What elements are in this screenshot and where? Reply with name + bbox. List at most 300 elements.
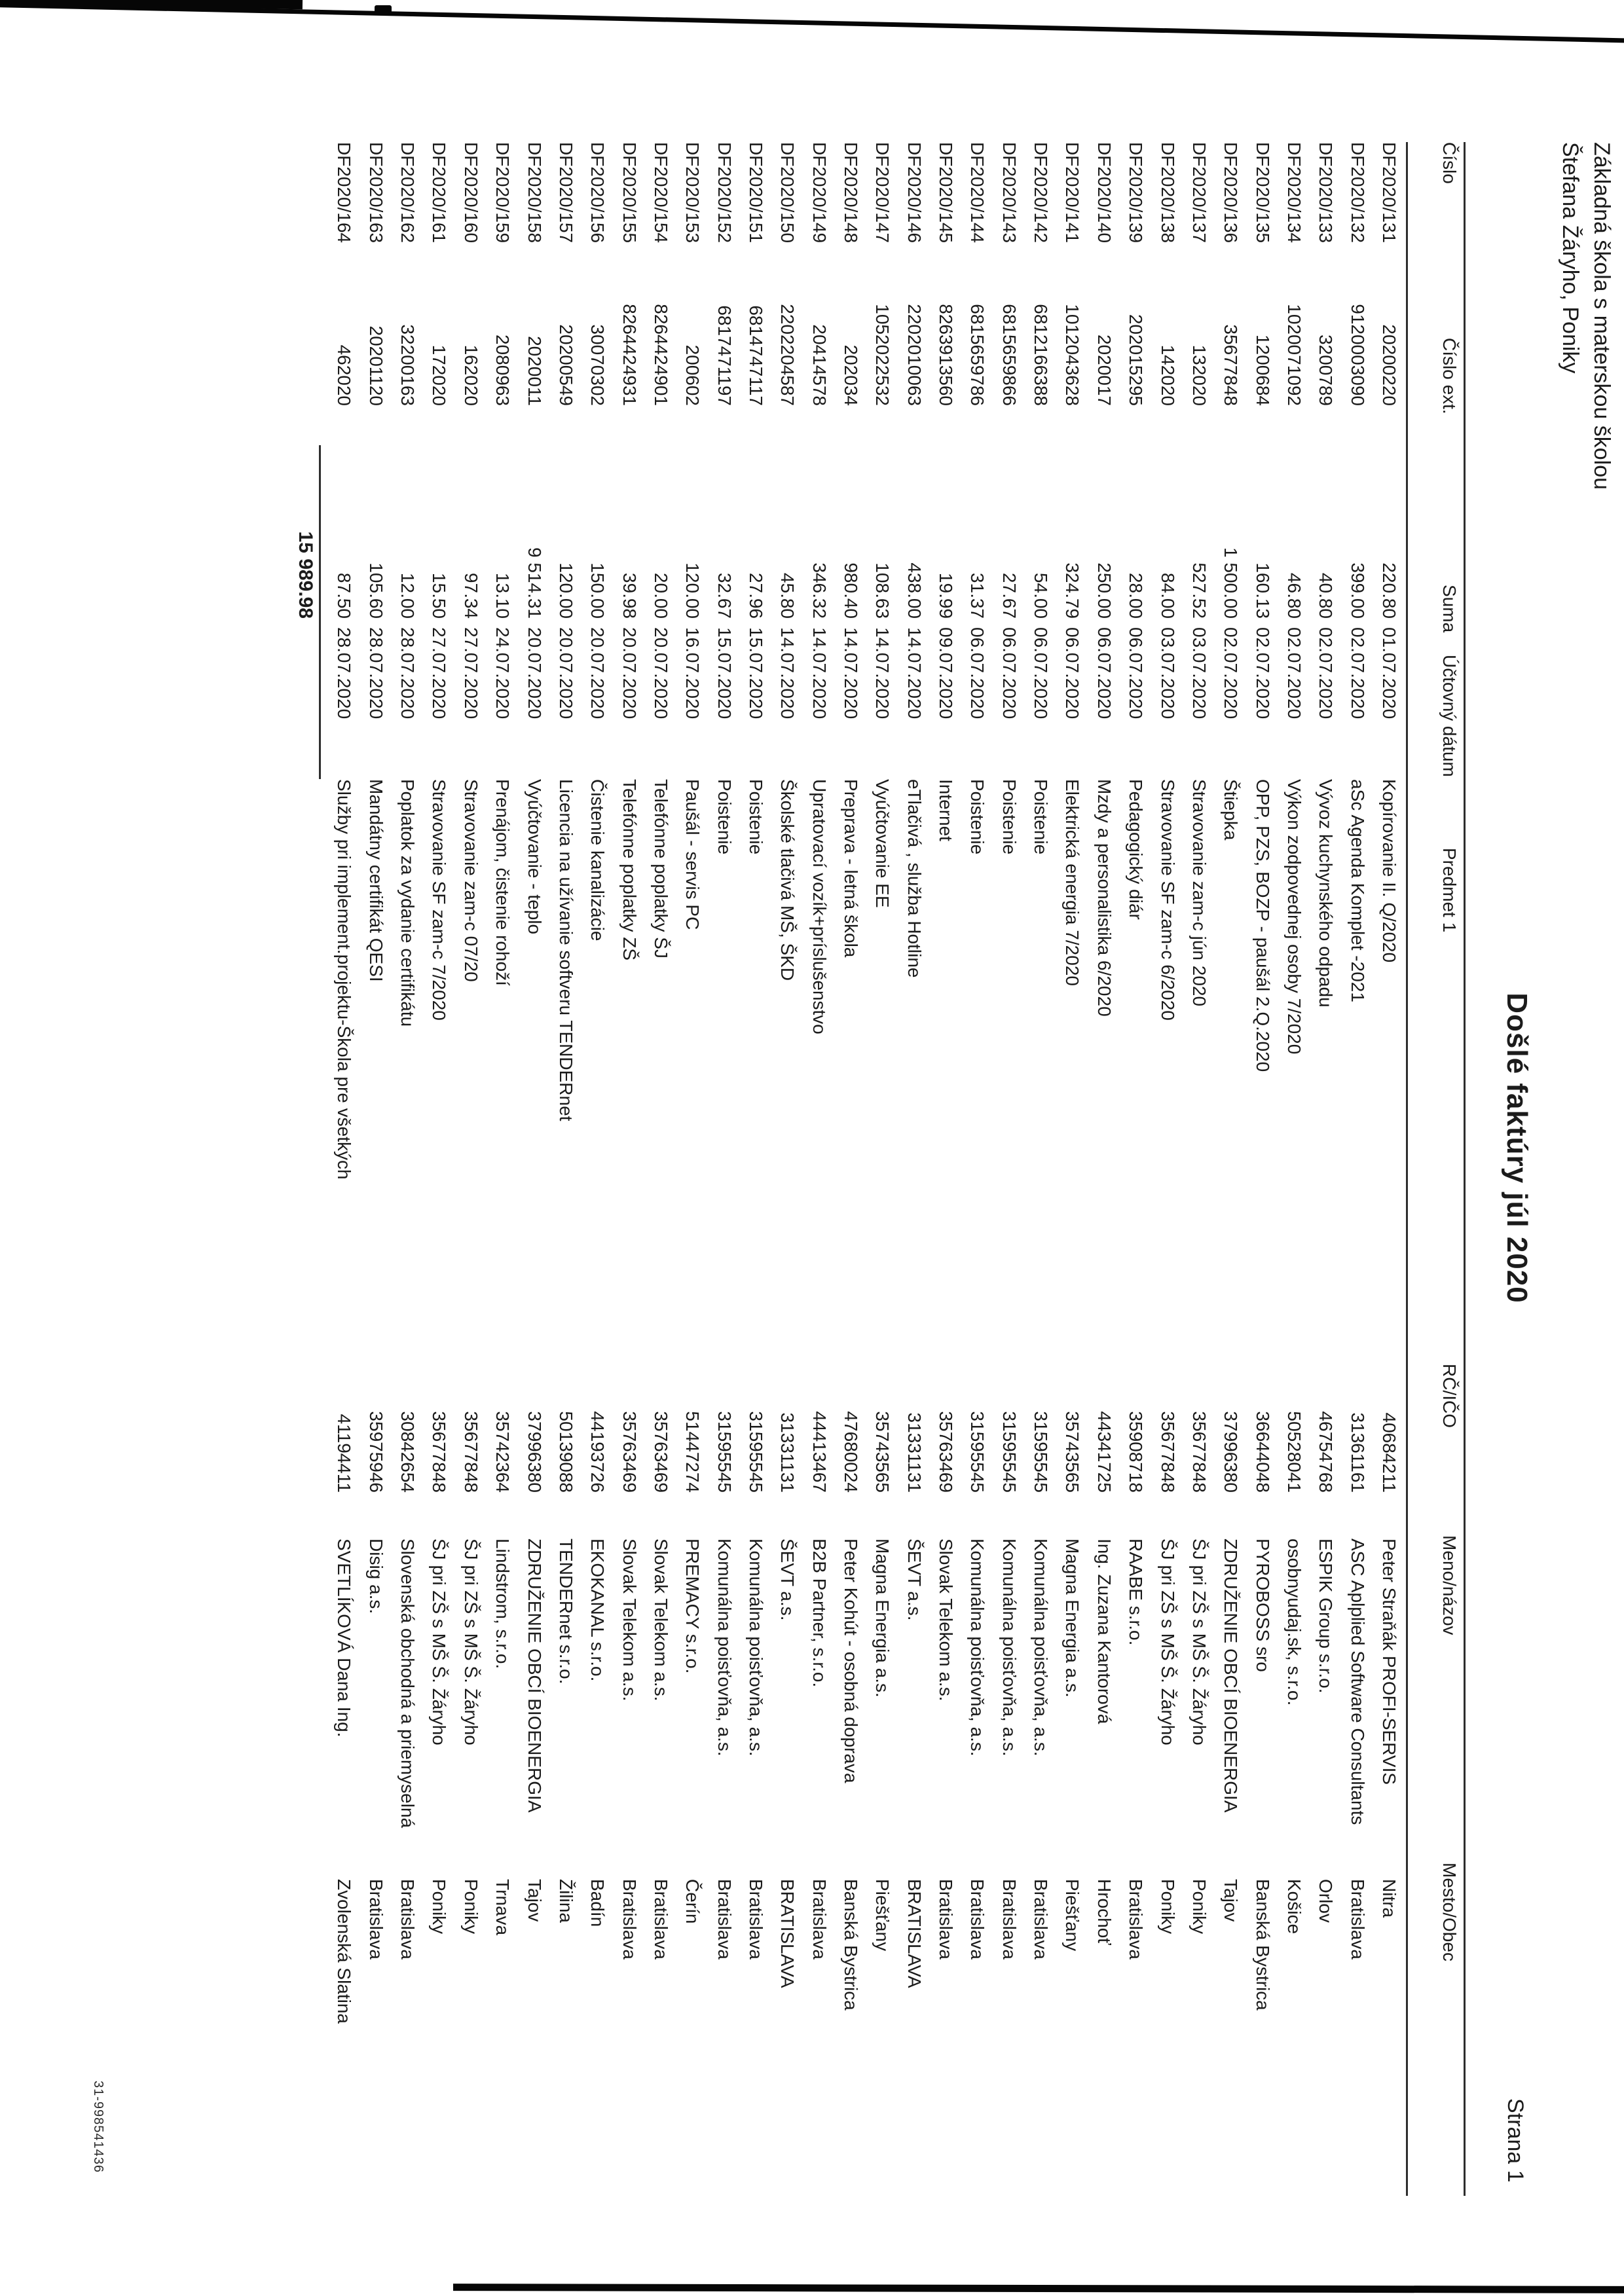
cell-city: Poniky (1189, 1879, 1209, 1935)
cell-external-number: 35677848 (1221, 324, 1241, 406)
cell-external-number: 200602 (682, 344, 703, 406)
cell-supplier-name: SVETLÍKOVÁ Dana Ing. (334, 1539, 354, 1738)
cell-city: Trnava (492, 1879, 513, 1936)
cell-invoice-number: DF2020/155 (619, 142, 640, 244)
cell-amount: 160.13 (1253, 562, 1273, 619)
cell-amount: 20.00 (651, 572, 671, 619)
cell-external-number: 20200220 (1379, 324, 1399, 406)
cell-supplier-name: Slovak Telekom a.s. (936, 1539, 956, 1702)
cell-amount: 1 500.00 (1221, 547, 1241, 619)
cell-amount: 54.00 (1031, 572, 1051, 619)
cell-subject: Paušál - servis PC (682, 779, 703, 930)
cell-external-number: 2202204587 (777, 304, 798, 406)
cell-accounting-date: 20.07.2020 (651, 627, 671, 720)
cell-external-number: 3200789 (1316, 334, 1336, 406)
cell-amount: 45.80 (777, 572, 798, 619)
cell-accounting-date: 20.07.2020 (525, 627, 545, 720)
school-name-line1: Základná škola s materskou školou (1589, 142, 1614, 490)
cell-invoice-number: DF2020/150 (777, 142, 798, 244)
cell-invoice-number: DF2020/153 (682, 142, 703, 244)
cell-company-id: 35908718 (1126, 1411, 1146, 1493)
cell-city: Bratislava (936, 1879, 956, 1959)
cell-company-id: 35743565 (872, 1411, 893, 1493)
cell-amount: 120.00 (556, 562, 576, 619)
table-row (1114, 0, 1145, 2296)
total-suma-value: 15 989.98 (295, 531, 316, 619)
column-header-meno-nazov: Meno/názov (1439, 1535, 1460, 1635)
table-row (608, 0, 639, 2296)
table-row (1241, 0, 1272, 2296)
scan-artifact-top-dot (375, 5, 392, 13)
cell-amount: 324.79 (1062, 562, 1082, 619)
cell-accounting-date: 02.07.2020 (1221, 627, 1241, 720)
table-row (1272, 0, 1304, 2296)
cell-subject: Stravovanie SF zam-c 6/2020 (1158, 779, 1178, 1021)
cell-company-id: 50528041 (1284, 1411, 1304, 1493)
column-header-ico: RČ/IČO (1439, 1364, 1460, 1428)
cell-subject: Telefónne poplatky ŠJ (651, 779, 671, 958)
cell-subject: Čistenie kanalizácie (587, 779, 608, 941)
cell-accounting-date: 24.07.2020 (492, 627, 513, 720)
cell-external-number: 202034 (841, 344, 861, 406)
cell-amount: 399.00 (1348, 562, 1368, 619)
cell-amount: 250.00 (1094, 562, 1115, 619)
table-row (417, 0, 449, 2296)
cell-supplier-name: Komunálna poisťovňa, a.s. (746, 1539, 766, 1757)
cell-city: BRATISLAVA (777, 1879, 798, 1988)
cell-invoice-number: DF2020/137 (1189, 142, 1209, 244)
cell-amount: 40.80 (1316, 572, 1336, 619)
cell-amount: 220.80 (1379, 562, 1399, 619)
cell-amount: 97.34 (461, 572, 481, 619)
cell-city: Bratislava (1348, 1879, 1368, 1959)
cell-invoice-number: DF2020/156 (587, 142, 608, 244)
cell-city: Tajov (525, 1879, 545, 1922)
table-row (987, 0, 1019, 2296)
table-row (1367, 0, 1399, 2296)
cell-accounting-date: 06.07.2020 (999, 627, 1020, 720)
cell-invoice-number: DF2020/157 (556, 142, 576, 244)
cell-amount: 27.67 (999, 572, 1020, 619)
cell-external-number: 32200163 (397, 324, 418, 406)
cell-company-id: 31595545 (714, 1411, 735, 1493)
cell-accounting-date: 14.07.2020 (777, 627, 798, 720)
cell-subject: Poistenie (714, 779, 735, 855)
table-row (798, 0, 829, 2296)
cell-company-id: 46754768 (1316, 1411, 1336, 1493)
cell-accounting-date: 20.07.2020 (587, 627, 608, 720)
cell-external-number: 1200684 (1253, 334, 1273, 406)
cell-city: Tajov (1221, 1879, 1241, 1922)
cell-supplier-name: Disig a.s. (366, 1539, 386, 1614)
cell-subject: Stravovanie zam-c 07/20 (461, 779, 481, 982)
table-row (703, 0, 734, 2296)
column-header-cislo: Číslo (1439, 142, 1460, 184)
cell-company-id: 31361161 (1348, 1412, 1368, 1493)
cell-invoice-number: DF2020/131 (1379, 142, 1399, 244)
cell-amount: 9 514.31 (525, 547, 545, 619)
edge-print-code: 31-998541436 (91, 2081, 105, 2174)
cell-company-id: 41194411 (334, 1413, 354, 1493)
cell-supplier-name: RAABE s.r.o. (1126, 1539, 1146, 1646)
cell-subject: Stravovanie SF zam-c 7/2020 (429, 779, 449, 1021)
cell-subject: Vyúčtovanie - teplo (525, 779, 545, 935)
cell-supplier-name: ŠEVT a.s. (904, 1539, 925, 1621)
table-row (639, 0, 671, 2296)
cell-invoice-number: DF2020/143 (999, 142, 1020, 244)
cell-external-number: 9120003090 (1348, 304, 1368, 406)
column-header-cislo-ext: Číslo ext. (1439, 338, 1460, 414)
table-row (576, 0, 607, 2296)
cell-city: Bratislava (619, 1879, 640, 1959)
cell-subject: Internet (936, 779, 956, 841)
cell-external-number: 20414578 (809, 324, 830, 406)
cell-subject: OPP, PZS, BOZP - paušál 2.Q.2020 (1253, 779, 1273, 1072)
cell-supplier-name: Ing. Zuzana Kantorová (1094, 1539, 1115, 1724)
cell-amount: 105.60 (366, 562, 386, 619)
column-header-predmet: Predmet 1 (1439, 848, 1460, 933)
table-row (924, 0, 955, 2296)
cell-city: Poniky (429, 1879, 449, 1935)
cell-supplier-name: Komunálna poisťovňa, a.s. (967, 1539, 987, 1757)
cell-subject: aSc Agenda Komplet -2021 (1348, 779, 1368, 1002)
cell-company-id: 35677848 (1158, 1411, 1178, 1493)
cell-accounting-date: 02.07.2020 (1253, 627, 1273, 720)
cell-accounting-date: 06.07.2020 (1094, 627, 1115, 720)
cell-external-number: 2020017 (1094, 334, 1115, 406)
cell-supplier-name: ESPIK Group s.r.o. (1316, 1539, 1336, 1694)
cell-supplier-name: Magna Energia a.s. (1062, 1539, 1082, 1698)
cell-supplier-name: ŠJ pri ZŠ s MŠ Š. Žáryho (461, 1539, 481, 1745)
cell-city: Bratislava (397, 1879, 418, 1959)
cell-supplier-name: PREMACY s.r.o. (682, 1539, 703, 1674)
cell-company-id: 35677848 (429, 1411, 449, 1493)
cell-company-id: 37996380 (1221, 1411, 1241, 1493)
cell-external-number: 20201120 (366, 325, 386, 406)
cell-amount: 13.10 (492, 572, 513, 619)
cell-company-id: 35975946 (366, 1411, 386, 1493)
cell-invoice-number: DF2020/132 (1348, 142, 1368, 244)
cell-external-number: 8264424901 (651, 304, 671, 406)
cell-invoice-number: DF2020/140 (1094, 142, 1115, 244)
cell-accounting-date: 28.07.2020 (397, 627, 418, 720)
cell-company-id: 31595545 (967, 1411, 987, 1493)
cell-city: Orlov (1316, 1879, 1336, 1923)
cell-invoice-number: DF2020/161 (429, 142, 449, 244)
cell-amount: 527.52 (1189, 562, 1209, 619)
cell-invoice-number: DF2020/145 (936, 142, 956, 244)
cell-accounting-date: 06.07.2020 (1062, 627, 1082, 720)
school-name-line2: Štefana Žáryho, Poniky (1558, 142, 1583, 374)
table-row (1209, 0, 1240, 2296)
cell-city: Bratislava (366, 1879, 386, 1959)
header-top-rule (1464, 142, 1466, 2196)
cell-invoice-number: DF2020/135 (1253, 142, 1273, 244)
cell-subject: Pedagogický diár (1126, 779, 1146, 920)
cell-supplier-name: ASC Aplplied Software Consultants (1348, 1539, 1368, 1825)
cell-amount: 31.37 (967, 572, 987, 619)
cell-company-id: 40684211 (1379, 1412, 1399, 1493)
cell-invoice-number: DF2020/149 (809, 142, 830, 244)
cell-supplier-name: Komunálna poisťovňa, a.s. (714, 1539, 735, 1757)
total-separator-rule (319, 445, 321, 779)
cell-invoice-number: DF2020/147 (872, 142, 893, 244)
cell-supplier-name: ŠJ pri ZŠ s MŠ Š. Žáryho (429, 1539, 449, 1745)
cell-subject: Štiepka (1221, 779, 1241, 841)
cell-subject: Školské tlačivá MŠ, ŠKD (777, 779, 798, 981)
cell-subject: Upratovací vozík+príslušenstvo (809, 779, 830, 1034)
cell-external-number: 1020071092 (1284, 304, 1304, 406)
cell-invoice-number: DF2020/144 (967, 142, 987, 244)
table-row (1019, 0, 1050, 2296)
cell-city: Nitra (1379, 1879, 1399, 1918)
cell-city: Bratislava (999, 1879, 1020, 1959)
table-row (1336, 0, 1367, 2296)
cell-accounting-date: 14.07.2020 (872, 627, 893, 720)
cell-supplier-name: Slovak Telekom a.s. (651, 1539, 671, 1702)
cell-accounting-date: 20.07.2020 (619, 627, 640, 720)
cell-company-id: 31331131 (777, 1412, 798, 1493)
table-row (322, 0, 354, 2296)
header-bottom-rule (1406, 142, 1408, 2196)
page-number: Strana 1 (1503, 2098, 1528, 2183)
column-header-uctovny-datum: Účtovný dátum (1439, 655, 1460, 777)
cell-accounting-date: 27.07.2020 (429, 627, 449, 720)
table-row (955, 0, 987, 2296)
cell-city: Košice (1284, 1879, 1304, 1935)
cell-subject: Prenájom, čistenie rohoží (492, 779, 513, 986)
cell-company-id: 47680024 (841, 1411, 861, 1493)
cell-invoice-number: DF2020/152 (714, 142, 735, 244)
cell-invoice-number: DF2020/154 (651, 142, 671, 244)
table-row (1050, 0, 1082, 2296)
table-row (386, 0, 417, 2296)
cell-accounting-date: 15.07.2020 (746, 627, 766, 720)
cell-city: Bratislava (1031, 1879, 1051, 1959)
cell-external-number: 8264424931 (619, 304, 640, 406)
cell-supplier-name: osobnyudaj.sk, s.r.o. (1284, 1539, 1304, 1706)
cell-accounting-date: 15.07.2020 (714, 627, 735, 720)
cell-accounting-date: 06.07.2020 (967, 627, 987, 720)
cell-external-number: 20200549 (556, 324, 576, 406)
cell-company-id: 35763469 (619, 1411, 640, 1493)
cell-company-id: 44413467 (809, 1411, 830, 1493)
cell-company-id: 44193726 (587, 1411, 608, 1493)
cell-company-id: 35677848 (1189, 1411, 1209, 1493)
cell-supplier-name: Slovenská obchodná a priemyselná (397, 1539, 418, 1829)
cell-city: BRATISLAVA (904, 1879, 925, 1988)
cell-company-id: 31595545 (999, 1411, 1020, 1493)
cell-external-number: 6817471197 (714, 305, 735, 406)
cell-subject: Telefónne poplatky ZŠ (619, 779, 640, 961)
cell-subject: Poistenie (1031, 779, 1051, 855)
cell-accounting-date: 28.07.2020 (366, 627, 386, 720)
cell-amount: 150.00 (587, 562, 608, 619)
cell-external-number: 6815659786 (967, 304, 987, 406)
cell-city: Bratislava (746, 1879, 766, 1959)
cell-company-id: 44341725 (1094, 1411, 1115, 1493)
table-row (513, 0, 544, 2296)
cell-supplier-name: ŠJ pri ZŠ s MŠ Š. Žáryho (1158, 1539, 1178, 1745)
cell-external-number: 6814747117 (746, 305, 766, 406)
cell-external-number: 132020 (1189, 344, 1209, 406)
table-row (1304, 0, 1335, 2296)
cell-amount: 27.96 (746, 572, 766, 619)
cell-city: Poniky (1158, 1879, 1178, 1935)
cell-supplier-name: Magna Energia a.s. (872, 1539, 893, 1698)
cell-accounting-date: 20.07.2020 (556, 627, 576, 720)
table-row (449, 0, 481, 2296)
cell-accounting-date: 28.07.2020 (334, 627, 354, 720)
cell-supplier-name: EKOKANAL s.r.o. (587, 1539, 608, 1682)
cell-city: Čerín (682, 1879, 703, 1924)
cell-supplier-name: ZDRUŽENIE OBCÍ BIOENERGIA (1221, 1539, 1241, 1813)
cell-accounting-date: 02.07.2020 (1316, 627, 1336, 720)
cell-invoice-number: DF2020/139 (1126, 142, 1146, 244)
cell-amount: 32.67 (714, 572, 735, 619)
cell-invoice-number: DF2020/162 (397, 142, 418, 244)
cell-supplier-name: Lindstrom, s.r.o. (492, 1539, 513, 1669)
cell-subject: Kopírovanie II. Q/2020 (1379, 779, 1399, 963)
cell-city: Bratislava (809, 1879, 830, 1959)
cell-accounting-date: 14.07.2020 (841, 627, 861, 720)
cell-accounting-date: 14.07.2020 (809, 627, 830, 720)
cell-amount: 108.63 (872, 562, 893, 619)
cell-amount: 84.00 (1158, 572, 1178, 619)
cell-city: Piešťany (1062, 1879, 1082, 1952)
cell-city: Bratislava (967, 1879, 987, 1959)
cell-city: Hrochoť (1094, 1879, 1115, 1945)
table-row (354, 0, 386, 2296)
cell-subject: Vývoz kuchynského odpadu (1316, 779, 1336, 1008)
cell-company-id: 35743565 (1062, 1411, 1082, 1493)
cell-invoice-number: DF2020/134 (1284, 142, 1304, 244)
cell-external-number: 142020 (1158, 344, 1178, 406)
cell-company-id: 51447274 (682, 1411, 703, 1493)
cell-external-number: 172020 (429, 344, 449, 406)
cell-invoice-number: DF2020/163 (366, 142, 386, 244)
cell-amount: 12.00 (397, 572, 418, 619)
cell-external-number: 8263913560 (936, 304, 956, 406)
cell-subject: Poistenie (746, 779, 766, 855)
cell-external-number: 2020011 (525, 336, 545, 406)
cell-amount: 346.32 (809, 562, 830, 619)
cell-subject: Preprava - letná škola (841, 779, 861, 958)
table-row (734, 0, 766, 2296)
cell-invoice-number: DF2020/136 (1221, 142, 1241, 244)
cell-external-number: 1052022532 (872, 304, 893, 406)
table-row (893, 0, 924, 2296)
table-row (481, 0, 512, 2296)
cell-subject: Služby pri implement.projektu-Škola pre všetkých (334, 779, 354, 1180)
cell-accounting-date: 27.07.2020 (461, 627, 481, 720)
table-row (1146, 0, 1177, 2296)
cell-external-number: 30070302 (587, 324, 608, 406)
table-row (1177, 0, 1209, 2296)
cell-city: Piešťany (872, 1879, 893, 1952)
cell-external-number: 162020 (461, 344, 481, 406)
cell-external-number: 462020 (334, 344, 354, 406)
table-row (671, 0, 702, 2296)
cell-amount: 15.50 (429, 572, 449, 619)
cell-supplier-name: Peter Kohút - osobná doprava (841, 1539, 861, 1783)
cell-amount: 46.80 (1284, 572, 1304, 619)
cell-external-number: 2080963 (492, 334, 513, 406)
cell-subject: Mandátny certifikát QESI (366, 779, 386, 982)
cell-subject: Poistenie (999, 779, 1020, 855)
cell-company-id: 30842654 (397, 1411, 418, 1493)
cell-supplier-name: Peter Straňák PROFI-SERVIS (1379, 1539, 1399, 1785)
cell-city: Banská Bystrica (1253, 1879, 1273, 2011)
cell-subject: Elektrická energia 7/2020 (1062, 779, 1082, 986)
cell-subject: Licencia na užívanie softveru TENDERnet (556, 779, 576, 1121)
cell-external-number: 6812166388 (1031, 304, 1051, 406)
cell-invoice-number: DF2020/151 (746, 142, 766, 244)
cell-company-id: 31595545 (1031, 1411, 1051, 1493)
cell-amount: 120.00 (682, 562, 703, 619)
cell-accounting-date: 06.07.2020 (1126, 627, 1146, 720)
cell-invoice-number: DF2020/160 (461, 142, 481, 244)
cell-amount: 28.00 (1126, 572, 1146, 619)
cell-accounting-date: 03.07.2020 (1158, 627, 1178, 720)
cell-company-id: 31595545 (746, 1411, 766, 1493)
cell-supplier-name: Slovak Telekom a.s. (619, 1539, 640, 1702)
cell-supplier-name: B2B Partner, s.r.o. (809, 1539, 830, 1688)
cell-accounting-date: 03.07.2020 (1189, 627, 1209, 720)
cell-accounting-date: 06.07.2020 (1031, 627, 1051, 720)
cell-invoice-number: DF2020/138 (1158, 142, 1178, 244)
column-header-mesto-obec: Mesto/Obec (1439, 1863, 1460, 1961)
cell-company-id: 35742364 (492, 1411, 513, 1493)
cell-subject: Vyúčtovanie EE (872, 779, 893, 908)
cell-city: Bratislava (1126, 1879, 1146, 1959)
cell-accounting-date: 14.07.2020 (904, 627, 925, 720)
cell-invoice-number: DF2020/142 (1031, 142, 1051, 244)
report-title: Došlé faktúry júl 2020 (1501, 993, 1533, 1303)
cell-subject: Stravovanie zam-c jún 2020 (1189, 779, 1209, 1007)
cell-external-number: 202015295 (1126, 314, 1146, 406)
cell-invoice-number: DF2020/148 (841, 142, 861, 244)
cell-company-id: 35763469 (936, 1411, 956, 1493)
cell-city: Badín (587, 1879, 608, 1927)
cell-external-number: 2202010063 (904, 304, 925, 406)
cell-accounting-date: 01.07.2020 (1379, 627, 1399, 720)
cell-external-number: 1012043628 (1062, 304, 1082, 406)
cell-supplier-name: ŠJ pri ZŠ s MŠ Š. Žáryho (1189, 1539, 1209, 1745)
cell-company-id: 35677848 (461, 1411, 481, 1493)
cell-accounting-date: 02.07.2020 (1348, 627, 1368, 720)
cell-city: Poniky (461, 1879, 481, 1935)
table-row (829, 0, 860, 2296)
cell-invoice-number: DF2020/146 (904, 142, 925, 244)
cell-city: Banská Bystrica (841, 1879, 861, 2011)
cell-external-number: 6815659866 (999, 304, 1020, 406)
cell-amount: 980.40 (841, 562, 861, 619)
cell-invoice-number: DF2020/158 (525, 142, 545, 244)
cell-subject: Poplatok za vydanie certifikátu (397, 779, 418, 1027)
cell-accounting-date: 09.07.2020 (936, 627, 956, 720)
cell-supplier-name: PYROBOSS sro (1253, 1539, 1273, 1672)
cell-company-id: 36644048 (1253, 1411, 1273, 1493)
cell-accounting-date: 02.07.2020 (1284, 627, 1304, 720)
cell-company-id: 35763469 (651, 1411, 671, 1493)
cell-city: Bratislava (651, 1879, 671, 1959)
table-row (860, 0, 892, 2296)
cell-subject: eTlačivá , služba Hotline (904, 779, 925, 978)
cell-invoice-number: DF2020/159 (492, 142, 513, 244)
cell-invoice-number: DF2020/133 (1316, 142, 1336, 244)
cell-subject: Výkon zodpovednej osoby 7/2020 (1284, 779, 1304, 1055)
